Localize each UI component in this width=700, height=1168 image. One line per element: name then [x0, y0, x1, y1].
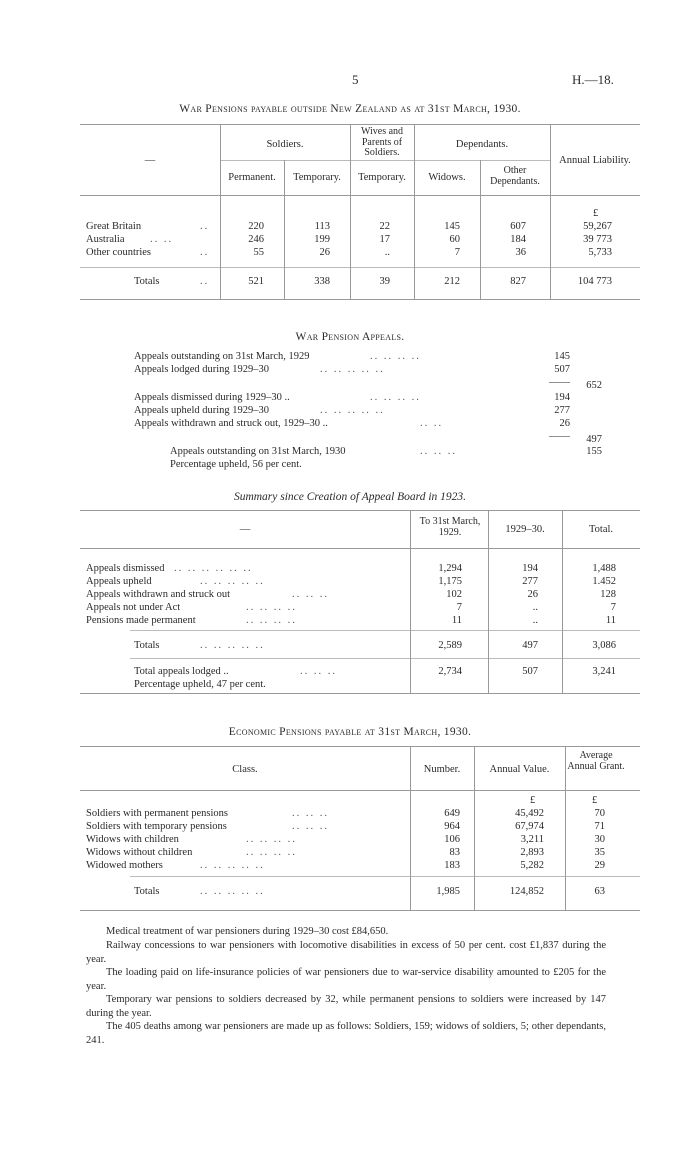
col-group-dependants: Dependants.: [455, 139, 509, 150]
col-other-dependants: Other Dependants.: [490, 165, 540, 187]
col-total: Total.: [588, 524, 614, 535]
col-group-wives: Wives and Parents of Soldiers.: [360, 126, 404, 158]
col-annual-liability: Annual Liability.: [559, 155, 631, 166]
table-row: Widows with children: [86, 834, 179, 845]
totals-row: Totals: [134, 276, 160, 287]
summary-stub-header: —: [239, 524, 251, 535]
col-wives-temporary: Temporary.: [358, 172, 406, 183]
document-reference: H.—18.: [572, 72, 614, 87]
page-number: 5: [352, 72, 359, 87]
col-average-grant: Average Annual Grant.: [567, 750, 625, 772]
avg-currency: £: [592, 795, 598, 806]
table-row: Widowed mothers: [86, 860, 163, 871]
paragraph-temporary: Temporary war pensions to soldiers decreased by 32, while permanent pensions to soldiers were increased by 147 during the year.: [86, 994, 606, 1019]
col-1929-30: 1929–30.: [505, 524, 545, 535]
col-widows: Widows.: [428, 172, 466, 183]
table-row: Great Britain: [86, 221, 142, 232]
table-row: Widows without children: [86, 847, 193, 858]
currency-symbol: £: [593, 208, 599, 219]
appeals-title: War Pension Appeals.: [295, 331, 405, 343]
paragraph-deaths: The 405 deaths among war pensioners are made up as follows: Soldiers, 159; widows of soldiers, 5; other dependants, 241.: [86, 1021, 606, 1046]
economic-title: Economic Pensions payable at 31st March, 1930.: [228, 726, 472, 738]
table-row: Appeals withdrawn and struck out: [86, 589, 231, 600]
summary-percentage: Percentage upheld, 47 per cent.: [134, 679, 266, 690]
table-row: Australia: [86, 234, 125, 245]
table-row: Soldiers with temporary pensions: [86, 821, 227, 832]
col-number: Number.: [423, 764, 461, 775]
totals-row: Totals: [134, 886, 160, 897]
summary-title: Summary since Creation of Appeal Board in 1923.: [233, 491, 467, 503]
stub-header: —: [144, 155, 156, 166]
table-row: Soldiers with permanent pensions: [86, 808, 229, 819]
total-lodged-row: Total appeals lodged ..: [134, 666, 229, 677]
totals-row: Totals: [134, 640, 160, 651]
col-annual-value: Annual Value.: [489, 764, 550, 775]
table-row: Other countries: [86, 247, 152, 258]
table-row: Appeals dismissed: [86, 563, 165, 574]
value-currency: £: [530, 795, 536, 806]
col-temporary: Temporary.: [293, 172, 341, 183]
col-permanent: Permanent.: [228, 172, 276, 183]
table-row: Appeals not under Act: [86, 602, 181, 613]
col-group-soldiers: Soldiers.: [266, 139, 304, 150]
paragraph-insurance: The loading paid on life-insurance policies of war pensioners due to war-service disability amounted to £205 for the year.: [86, 967, 606, 992]
table-row: Appeals upheld: [86, 576, 152, 587]
table-row: Pensions made permanent: [86, 615, 196, 626]
paragraph-medical: Medical treatment of war pensioners during 1929–30 cost £84,650.: [106, 926, 389, 937]
col-class: Class.: [232, 764, 258, 775]
appeals-percentage: Percentage upheld, 56 per cent.: [170, 459, 302, 470]
col-to-1929: To 31st March, 1929.: [419, 516, 481, 538]
war-pensions-title: War Pensions payable outside New Zealand as at 31st March, 1930.: [179, 103, 521, 115]
paragraph-railway: Railway concessions to war pensioners with locomotive disabilities in excess of 50 per cent. cost £1,837 during the year.: [86, 940, 606, 965]
